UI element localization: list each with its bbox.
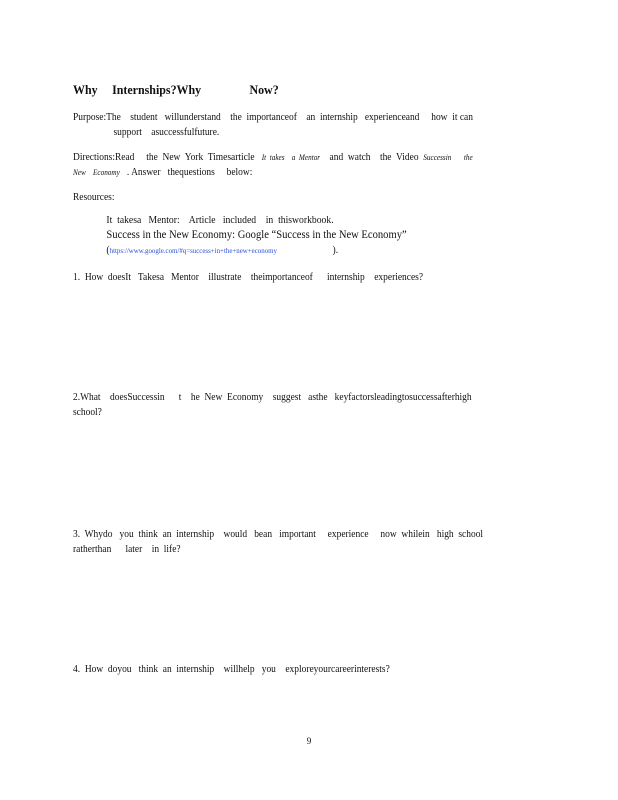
question-1	[73, 270, 505, 285]
url-open-paren: (	[106, 245, 110, 256]
resources-heading: Resources:	[73, 192, 115, 203]
google-search-link[interactable]: https://www.google.com/#q=success+in+the+new+economy	[109, 246, 277, 255]
question-4	[73, 662, 505, 677]
resource-text: It takesa Mentor: Article included in thisworkbook.	[106, 215, 334, 226]
question-3-line-1: 3. Whydo you think an internship would bean important experience now whilein high school	[73, 529, 484, 540]
url-close-paren: ).	[276, 245, 339, 256]
directions-suffix: . Answer thequestions below:	[119, 167, 253, 178]
page-title: Why Internships?Why Now?	[73, 82, 279, 97]
question-3	[73, 527, 505, 557]
question-2-line-2: school?	[73, 407, 102, 418]
video-title-part-1: Successin the	[423, 153, 473, 162]
resource-item-mentor-article	[88, 213, 474, 228]
resource-item-new-economy-video	[88, 228, 474, 243]
resource-url-line	[88, 243, 474, 258]
resources-list	[88, 213, 474, 258]
question-2-line-1: 2.What doesSuccessin t he New Economy suggest asthe keyfactorsleadingtosuccessafterhigh	[73, 392, 472, 403]
question-1-line-1: 1. How doesIt Takesa Mentor illustrate theimportanceof internship experiences?	[73, 272, 424, 283]
directions-paragraph	[73, 150, 541, 180]
video-title-part-2: New Economy	[73, 168, 120, 177]
directions-middle: and watch the Video	[320, 152, 424, 163]
purpose-line-1: Purpose:The student willunderstand the importanceof an internship experienceand how it can	[73, 112, 473, 123]
article-title: It takes a Mentor	[261, 153, 321, 162]
page-number: 9	[306, 736, 312, 746]
question-2	[73, 390, 505, 420]
directions-line-2	[73, 165, 541, 180]
purpose-line-2: support asuccessfulfuture.	[113, 127, 220, 138]
directions-prefix: Directions:Read the New York Timesarticle	[73, 152, 262, 163]
question-3-line-2: ratherthan later in life?	[73, 544, 181, 555]
question-4-line-1: 4. How doyou think an internship willhelp you exploreyourcareerinterests?	[73, 664, 390, 675]
resource-text: Success in the New Economy: Google “Success in the New Economy”	[106, 229, 407, 241]
purpose-paragraph	[73, 110, 496, 140]
directions-line-1	[73, 150, 541, 165]
